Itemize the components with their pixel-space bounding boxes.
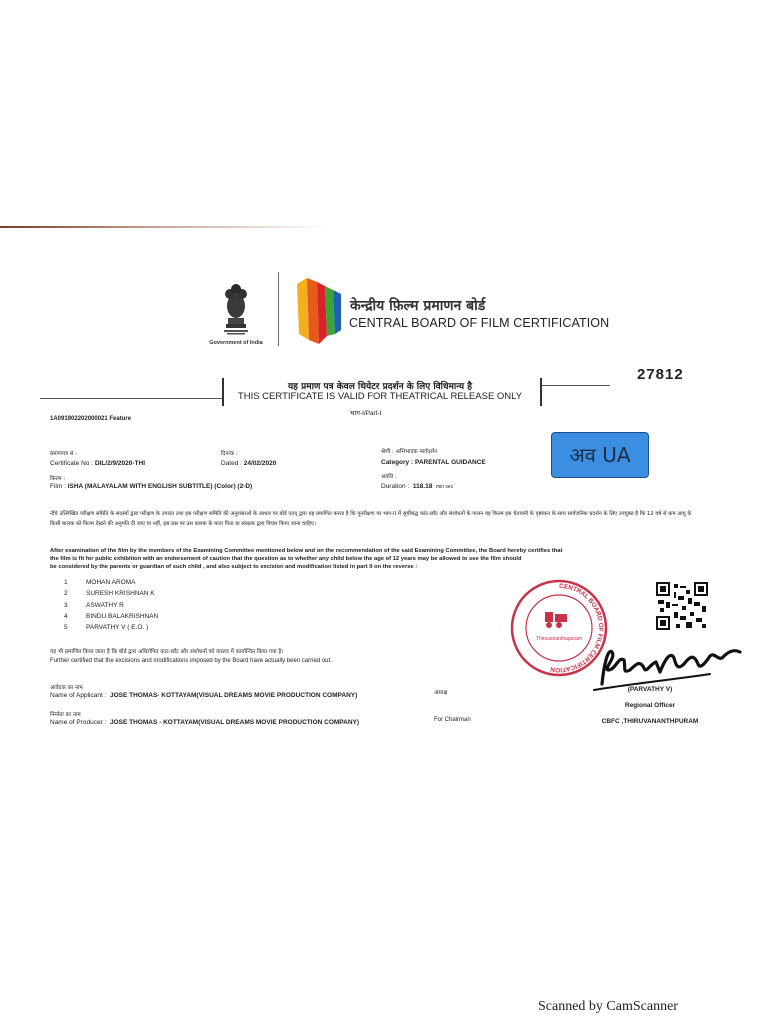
applicant-label-hindi: आवेदक का नाम: [50, 685, 83, 691]
para-line-3: be considered by the parents or guardian of such child , and also subject to excision and modification listed in part II on the reverse :: [50, 564, 418, 570]
duration-label: Duration :: [381, 483, 410, 490]
certification-paragraph-hindi: नीचे उल्लिखित परीक्षण समिति के सदस्यों द्वारा परीक्षण के उपरांत तथा इस परीक्षण समिति की अनुशंसाओं के आधार पर बोर्ड एतद् द्वारा यह प्रमाणित करता है कि पुनरीक्षण पर भाग-II में सूचीबद्ध कांट-छाँट और संशोधनों के पालन यह फिल्म इस चेतावनी के पृष्ठांकन के साथ सार्वजनिक प्रदर्शन के लिए उपयुक्त है कि 12 वर्ष से कम आयु के किसी बालक को फिल्म देखने की अनुमति दी जाए या नहीं, इस प्रश्न पर उस बालक के माता पिता या संरक्षक द्वारा विचार किया जाना चाहिए।: [50, 511, 692, 527]
rule-left: [40, 398, 222, 399]
reference-number: 1A091902202000021 Feature: [50, 416, 132, 422]
category-value: PARENTAL GUIDANCE: [414, 459, 486, 466]
category-value-hi: अभिभावक मार्गदर्शन: [395, 449, 437, 455]
producer-field: [50, 719, 359, 726]
header-divider: [278, 272, 279, 346]
board-name-english: CENTRAL BOARD OF FILM CERTIFICATION: [349, 316, 610, 330]
duration-unit: min sec: [435, 484, 454, 490]
validity-statement-hindi: यह प्रमाण पत्र केवल थियेटर प्रदर्शन के लिए विधिमान्य है: [287, 382, 473, 392]
date-label-hindi: दिनांक :: [221, 451, 238, 457]
signatory-office: CBFC ,THIRUVANANTHPURAM: [601, 718, 699, 725]
handwritten-signature-icon: [590, 634, 750, 694]
cert-no-field: [50, 460, 145, 467]
rule-right: [540, 385, 610, 386]
board-name-hindi: केन्द्रीय फ़िल्म प्रमाणन बोर्ड: [350, 298, 486, 314]
film-field: [50, 483, 252, 490]
cbfc-logo-icon: [295, 274, 343, 346]
applicant-field: [50, 692, 357, 699]
applicant-label: Name of Applicant :: [50, 692, 107, 699]
applicant-value: JOSE THOMAS- KOTTAYAM(VISUAL DREAMS MOVIE PRODUCTION COMPANY): [110, 692, 358, 699]
date-field: [221, 460, 276, 467]
date-value: 24/02/2020: [243, 460, 277, 467]
film-label-hindi: फ़िल्म :: [50, 476, 66, 482]
list-item: 2 SURESH KRISHNAN K: [64, 590, 155, 598]
category-label-hi: श्रेणी :: [381, 449, 394, 455]
date-label: Dated :: [221, 460, 242, 467]
film-value: ISHA (MALAYALAM WITH ENGLISH SUBTITLE) (Color) (2-D): [67, 483, 253, 490]
committee-member-list: [64, 579, 158, 635]
producer-value: JOSE THOMAS - KOTTAYAM(VISUAL DREAMS MOVIE PRODUCTION COMPANY): [109, 719, 360, 726]
qr-code-icon: [656, 582, 708, 630]
list-item: 5 PARVATHY V ( E.O. ): [64, 624, 149, 632]
producer-label: Name of Producer :: [50, 719, 107, 726]
cert-no-label-hindi: प्रमाणपत्र सं :: [50, 451, 78, 457]
film-label: Film :: [50, 483, 66, 490]
duration-label-hindi: अवधि :: [381, 474, 397, 480]
national-emblem-icon: [216, 280, 256, 338]
duration-field: [381, 483, 453, 490]
duration-value: 118.18: [412, 483, 433, 490]
ua-rating-badge: अव UA: [551, 432, 649, 478]
for-chairman-label: For Chairman: [434, 717, 471, 723]
list-item: 3 ASWATHY R: [64, 601, 124, 609]
list-item: 4 BINDU BALAKRISHNAN: [64, 612, 159, 620]
emblem-caption: Government of India: [209, 340, 263, 346]
seal-ring-text: CENTRAL BOARD OF FILM CERTIFICATION: [549, 582, 605, 674]
torn-edge-line: [0, 226, 330, 228]
category-label: Category :: [381, 459, 414, 466]
category-label-hindi: [381, 447, 437, 455]
chairman-label-hindi: अध्यक्ष: [434, 690, 448, 696]
part-label: भाग-I/Part-I: [350, 410, 382, 417]
cert-no-label: Certificate No :: [50, 460, 93, 467]
further-certified-english: Further certified that the excisions and modifications imposed by the Board have actually been carried out.: [50, 658, 332, 664]
list-item: 1 MOHAN AROMA: [64, 579, 136, 586]
signatory-name: (PARVATHY V): [627, 686, 673, 693]
validity-statement-english: THIS CERTIFICATE IS VALID FOR THEATRICAL RELEASE ONLY: [237, 391, 523, 402]
certification-paragraph-english: [50, 547, 710, 571]
further-certified-hindi: यह भी प्रमाणित किया जाता है कि बोर्ड द्वारा अधिरोपित काट-छाँट और संशोधनों को वास्तव में कार्यान्वित किया गया है।: [50, 649, 284, 655]
para-line-1: After examination of the film by the members of the Examining Committee mentioned below and on the recommendation of the said Examining Committee, the Board hereby certifies that: [50, 548, 563, 554]
para-line-2: the film is fit for public exhibition with an endorsement of caution that the question as to whether any child below the age of 12 years may be allowed to see the film should: [50, 556, 522, 562]
seal-city-text: Thiruvananthapuram: [535, 636, 583, 642]
category-field: [381, 459, 486, 466]
scanner-watermark: Scanned by CamScanner: [538, 999, 678, 1014]
cert-no-value: DIL/2/9/2020-THI: [94, 460, 146, 467]
signatory-title: Regional Officer: [624, 702, 676, 709]
certificate-serial-number: 27812: [637, 366, 684, 383]
producer-label-hindi: निर्माता का नाम: [50, 712, 81, 718]
